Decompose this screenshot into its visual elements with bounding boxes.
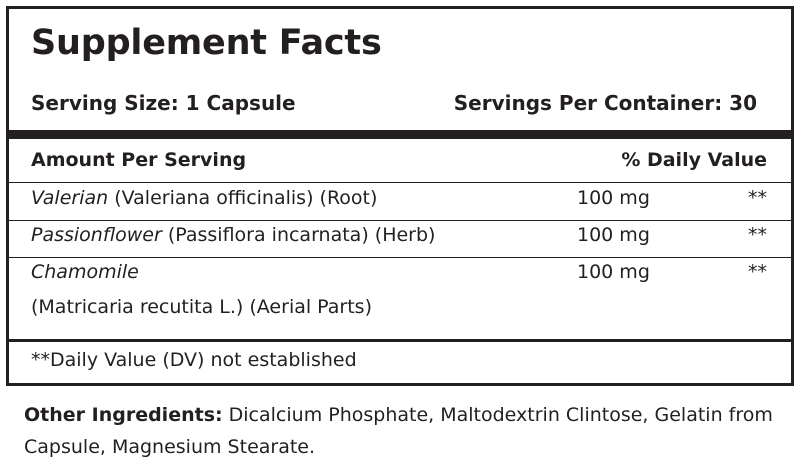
ingredient-amount: 100 mg bbox=[577, 187, 650, 209]
ingredient-detail-line: (Matricaria recutita L.) (Aerial Parts) bbox=[31, 296, 372, 318]
thick-divider bbox=[9, 130, 791, 139]
ingredient-daily-value: ** bbox=[748, 224, 767, 246]
ingredient-amount: 100 mg bbox=[577, 261, 650, 283]
other-ingredients-text: Dicalcium Phosphate, Maltodextrin Clintose, Gelatin from Capsule, Magnesium Stearate. bbox=[24, 404, 773, 458]
other-ingredients-label: Other Ingredients: bbox=[24, 404, 223, 426]
ingredient-amount: 100 mg bbox=[577, 224, 650, 246]
supplement-facts-panel bbox=[6, 6, 794, 386]
ingredient-common-name: Chamomile bbox=[31, 261, 139, 283]
amount-per-serving-header: Amount Per Serving bbox=[31, 149, 247, 171]
row-divider bbox=[9, 220, 791, 221]
row-divider bbox=[9, 182, 791, 183]
daily-value-footnote: **Daily Value (DV) not established bbox=[31, 349, 357, 371]
ingredient-row-valerian bbox=[31, 187, 377, 209]
ingredient-detail: (Passiflora incarnata) (Herb) bbox=[161, 224, 436, 246]
daily-value-header: % Daily Value bbox=[621, 149, 767, 171]
row-divider bbox=[9, 257, 791, 258]
panel-title: Supplement Facts bbox=[31, 23, 382, 63]
servings-per-container: Servings Per Container: 30 bbox=[453, 91, 757, 115]
serving-size: Serving Size: 1 Capsule bbox=[31, 91, 296, 115]
ingredient-daily-value: ** bbox=[748, 187, 767, 209]
other-ingredients bbox=[24, 399, 794, 463]
ingredient-detail: (Valeriana officinalis) (Root) bbox=[108, 187, 378, 209]
ingredient-row-passionflower bbox=[31, 224, 435, 246]
footnote-divider bbox=[9, 339, 791, 342]
ingredient-row-chamomile bbox=[31, 261, 139, 283]
ingredient-daily-value: ** bbox=[748, 261, 767, 283]
ingredient-common-name: Passionflower bbox=[31, 224, 162, 246]
ingredient-common-name: Valerian bbox=[31, 187, 109, 209]
